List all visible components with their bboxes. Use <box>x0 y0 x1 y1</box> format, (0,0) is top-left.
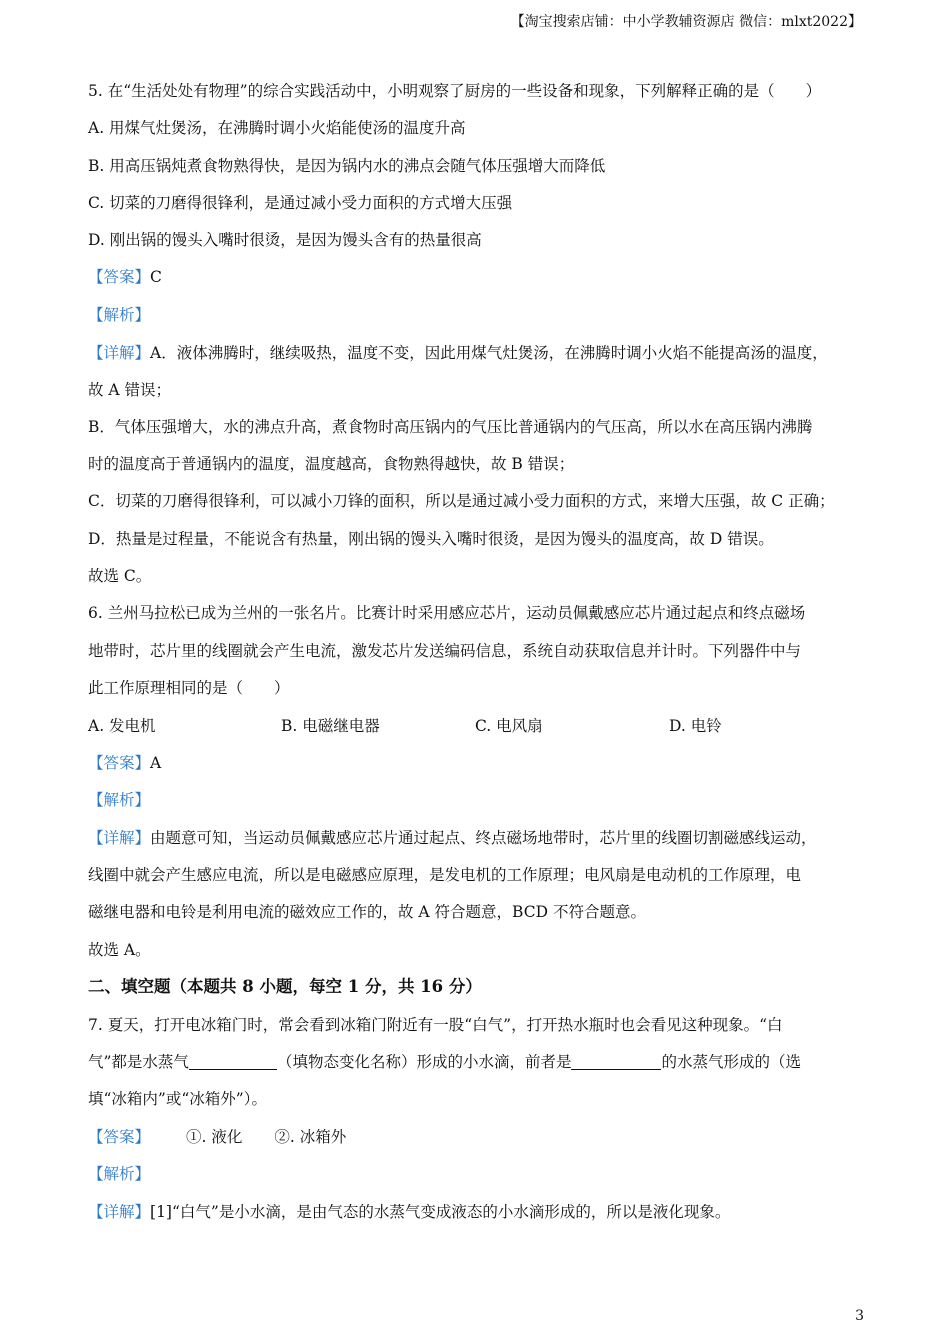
q6-detail-text: 由题意可知，当运动员佩戴感应芯片通过起点、终点磁场地带时，芯片里的线圈切割磁感线运动， <box>150 829 817 847</box>
q6-conclusion: 故选 A。 <box>88 941 151 959</box>
q5-stem: 5. 在“生活处处有物理”的综合实践活动中，小明观察了厨房的一些设备和现象，下列解释正确的是（ ） <box>88 82 822 100</box>
q7-answer <box>88 1127 346 1147</box>
answer-tag: 【答案】 <box>88 268 151 286</box>
q7-text-b: （填物态变化名称）形成的小水滴，前者是 <box>276 1053 572 1071</box>
q6-option-a: A. 发电机 <box>88 717 156 735</box>
q5-detail-line <box>88 343 828 363</box>
detail-tag: 【详解】 <box>88 829 151 847</box>
q6-answer-value: A <box>150 754 162 772</box>
section-heading: 二、填空题（本题共 8 小题，每空 1 分，共 16 分） <box>88 977 482 996</box>
q5-option-a: A. 用煤气灶煲汤，在沸腾时调小火焰能使汤的温度升高 <box>88 119 466 137</box>
q5-detail-line: 故 A 错误； <box>88 381 172 399</box>
detail-tag: 【详解】 <box>88 344 151 362</box>
q5-detail-line: D．热量是过程量，不能说含有热量，刚出锅的馒头入嘴时很烫，是因为馒头的温度高，故 D 错误。 <box>88 530 774 548</box>
page-header: 【淘宝搜索店铺：中小学教辅资源店 微信：mlxt2022】 <box>510 14 862 30</box>
q7-text-a: 气”都是水蒸气 <box>88 1053 189 1071</box>
q5-answer <box>88 267 162 287</box>
q6-detail-line: 磁继电器和电铃是利用电流的磁效应工作的，故 A 符合题意，BCD 不符合题意。 <box>88 903 646 921</box>
detail-tag: 【详解】 <box>88 1203 151 1221</box>
fill-blank-2 <box>571 1053 661 1070</box>
q5-detail-line: B．气体压强增大，水的沸点升高，煮食物时高压锅内的气压比普通锅内的气压高，所以水在高压锅内沸腾 <box>88 418 813 436</box>
q6-detail-line: 线圈中就会产生感应电流，所以是电磁感应原理，是发电机的工作原理；电风扇是电动机的工作原理，电 <box>88 866 802 884</box>
q7-detail-text: [1]“白气”是小水滴，是由气态的水蒸气变成液态的小水滴形成的，所以是液化现象。 <box>150 1203 731 1221</box>
q7-stem-line <box>88 1052 801 1072</box>
q5-detail-text: A．液体沸腾时，继续吸热，温度不变，因此用煤气灶煲汤，在沸腾时调小火焰不能提高汤的温度， <box>150 344 828 362</box>
q6-analysis-tag: 【解析】 <box>88 791 151 809</box>
q7-text-c: 的水蒸气形成的（选 <box>661 1053 801 1071</box>
q7-answer-2: ②. 冰箱外 <box>274 1128 347 1146</box>
q6-stem-line: 6. 兰州马拉松已成为兰州的一张名片。比赛计时采用感应芯片，运动员佩戴感应芯片通过起点和终点磁场 <box>88 604 806 622</box>
q7-analysis-tag: 【解析】 <box>88 1165 151 1183</box>
q6-option-b: B. 电磁继电器 <box>281 717 380 735</box>
q6-detail-line <box>88 828 817 848</box>
q6-stem-line: 地带时，芯片里的线圈就会产生电流，激发芯片发送编码信息，系统自动获取信息并计时。下列器件中与 <box>88 642 802 660</box>
q5-conclusion: 故选 C。 <box>88 567 152 585</box>
answer-tag: 【答案】 <box>88 754 151 772</box>
q5-option-c: C. 切菜的刀磨得很锋利，是通过减小受力面积的方式增大压强 <box>88 194 513 212</box>
q5-detail-line: 时的温度高于普通锅内的温度，温度越高，食物熟得越快，故 B 错误； <box>88 455 575 473</box>
q5-detail-line: C．切菜的刀磨得很锋利，可以减小刀锋的面积，所以是通过减小受力面积的方式，来增大压强，故 C 正确； <box>88 492 835 510</box>
q6-option-c: C. 电风扇 <box>475 717 543 735</box>
q6-answer <box>88 753 161 773</box>
page-number: 3 <box>855 1308 864 1324</box>
q7-stem-line: 7. 夏天，打开电冰箱门时，常会看到冰箱门附近有一股“白气”，打开热水瓶时也会看见这种现象。“白 <box>88 1016 783 1034</box>
q6-option-d: D. 电铃 <box>669 717 722 735</box>
q6-stem-line: 此工作原理相同的是（ ） <box>88 679 290 697</box>
q5-option-d: D. 刚出锅的馒头入嘴时很烫，是因为馒头含有的热量很高 <box>88 231 482 249</box>
q5-answer-value: C <box>150 268 162 286</box>
q5-analysis-tag: 【解析】 <box>88 306 151 324</box>
fill-blank-1 <box>189 1053 277 1070</box>
q7-stem-line: 填“冰箱内”或“冰箱外”）。 <box>88 1090 267 1108</box>
q7-answer-1: ①. 液化 <box>186 1128 243 1146</box>
answer-tag: 【答案】 <box>88 1128 151 1146</box>
q6-options-row <box>88 716 788 736</box>
q5-option-b: B. 用高压锅炖煮食物熟得快，是因为锅内水的沸点会随气体压强增大而降低 <box>88 157 606 175</box>
q7-detail-line <box>88 1202 730 1222</box>
